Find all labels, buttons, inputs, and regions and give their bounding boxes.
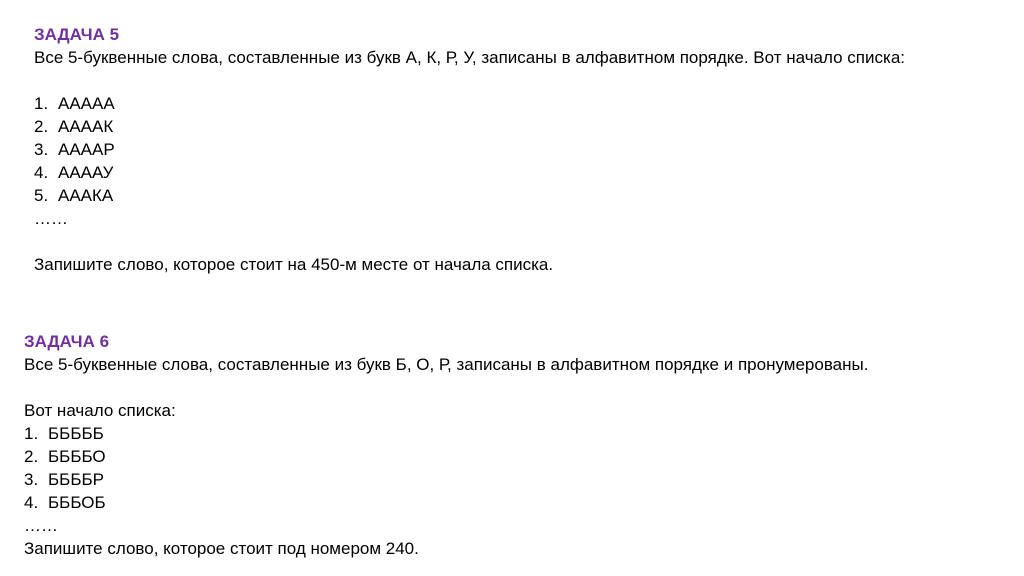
item-number: 3.	[24, 470, 39, 489]
list-item	[24, 445, 1004, 468]
spacer	[34, 69, 994, 92]
item-number: 4.	[34, 163, 49, 182]
list-item	[34, 184, 994, 207]
task-5-block	[34, 23, 994, 276]
task-5-word-list	[34, 92, 994, 207]
item-word: ААААУ	[58, 163, 114, 182]
item-word: ААААР	[58, 140, 115, 159]
task-6-question: Запишите слово, которое стоит под номером 240.	[24, 539, 419, 558]
item-number: 1.	[34, 94, 49, 113]
list-item	[34, 92, 994, 115]
item-word: ААААК	[58, 117, 114, 136]
item-word: ААААА	[58, 94, 115, 113]
spacer	[34, 230, 994, 253]
list-item	[34, 161, 994, 184]
task-6-block	[24, 330, 1004, 560]
task-5-statement: Все 5-буквенные слова, составленные из букв А, К, Р, У, записаны в алфавитном порядке. Вот начало списка:	[34, 48, 905, 67]
item-word: БББББ	[48, 424, 104, 443]
item-word: ББББО	[48, 447, 106, 466]
item-number: 5.	[34, 186, 49, 205]
spacer	[24, 376, 1004, 399]
list-item	[34, 138, 994, 161]
task-5-question: Запишите слово, которое стоит на 450-м месте от начала списка.	[34, 255, 554, 274]
list-item	[34, 115, 994, 138]
task-6-intro: Вот начало списка:	[24, 401, 176, 420]
task-6-ellipsis: ……	[24, 516, 58, 535]
item-word: АААКА	[58, 186, 114, 205]
item-word: БББОБ	[48, 493, 106, 512]
task-5-ellipsis: ……	[34, 209, 68, 228]
item-number: 4.	[24, 493, 39, 512]
item-number: 2.	[24, 447, 39, 466]
task-6-title: ЗАДАЧА 6	[24, 332, 110, 351]
item-word: ББББР	[48, 470, 104, 489]
item-number: 2.	[34, 117, 49, 136]
task-6-word-list	[24, 422, 1004, 514]
task-5-title: ЗАДАЧА 5	[34, 25, 120, 44]
list-item	[24, 491, 1004, 514]
list-item	[24, 422, 1004, 445]
task-6-statement: Все 5-буквенные слова, составленные из букв Б, О, Р, записаны в алфавитном порядке и пронумерованы.	[24, 355, 869, 374]
list-item	[24, 468, 1004, 491]
item-number: 1.	[24, 424, 39, 443]
item-number: 3.	[34, 140, 49, 159]
